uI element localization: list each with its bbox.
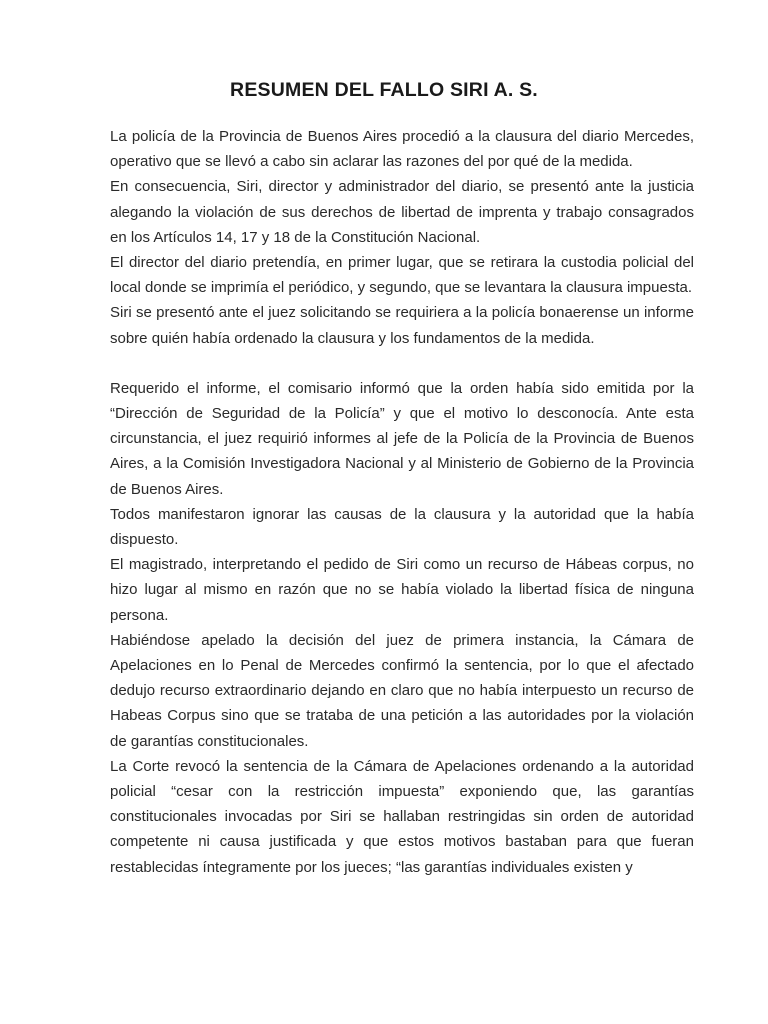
paragraph-ignorar-causas: Todos manifestaron ignorar las causas de la clausura y la autoridad que la había dispuesto. (110, 505, 694, 549)
paragraph-juez-informe: Siri se presentó ante el juez solicitando se requiriera a la policía bonaerense un informe sobre quién había ordenado la clausura y los fundamentos de la medida. (110, 304, 694, 347)
paragraph-clausura: La policía de la Provincia de Buenos Aires procedió a la clausura del diario Mercedes, operativo que se llevó a cabo sin aclarar las razones del por qué de la medida. (110, 128, 694, 171)
paragraph-habeas-corpus: El magistrado, interpretando el pedido de Siri como un recurso de Hábeas corpus, no hizo lugar al mismo en razón que no se había violado la libertad física de ninguna persona. (110, 556, 694, 624)
document-body (110, 124, 694, 880)
paragraph-apelacion: Habiéndose apelado la decisión del juez de primera instancia, la Cámara de Apelaciones en lo Penal de Mercedes confirmó la sentencia, por lo que el afectado dedujo recurso extraordinario dejando en claro que no había interpuesto un recurso de Habeas Corpus sino que se trataba de una petición a las autoridades por la violación de garantías constitucionales. (110, 631, 694, 750)
paragraph-director: El director del diario pretendía, en primer lugar, que se retirara la custodia policial del local donde se imprimía el periódico, y segundo, que se levantara la clausura impuesta. (110, 254, 694, 297)
paragraph-requerido-informe: Requerido el informe, el comisario informó que la orden había sido emitida por la “Dirección de Seguridad de la Policía” y que el motivo lo desconocía. Ante esta circunstancia, el juez requirió informes al jefe de la Policía de la Provincia de Buenos Aires, a la Comisión Investigadora Nacional y al Ministerio de Gobierno de la Provincia de Buenos Aires. (110, 379, 694, 498)
paragraph-consecuencia: En consecuencia, Siri, director y administrador del diario, se presentó ante la justicia alegando la violación de sus derechos de libertad de imprenta y trabajo consagrados en los Artículos 14, 17 y 18 de la Constitución Nacional. (110, 178, 694, 246)
paragraph-corte-revoco: La Corte revocó la sentencia de la Cámara de Apelaciones ordenando a la autoridad policial “cesar con la restricción impuesta” exponiendo que, las garantías constitucionales invocadas por Siri se hallaban restringidas sin orden de autoridad competente ni causa justificada y que estos motivos bastaban para que fueran restablecidas íntegramente por los jueces; “las garantías individuales existen y (110, 757, 694, 876)
document-title: RESUMEN DEL FALLO SIRI A. S. (230, 79, 538, 101)
